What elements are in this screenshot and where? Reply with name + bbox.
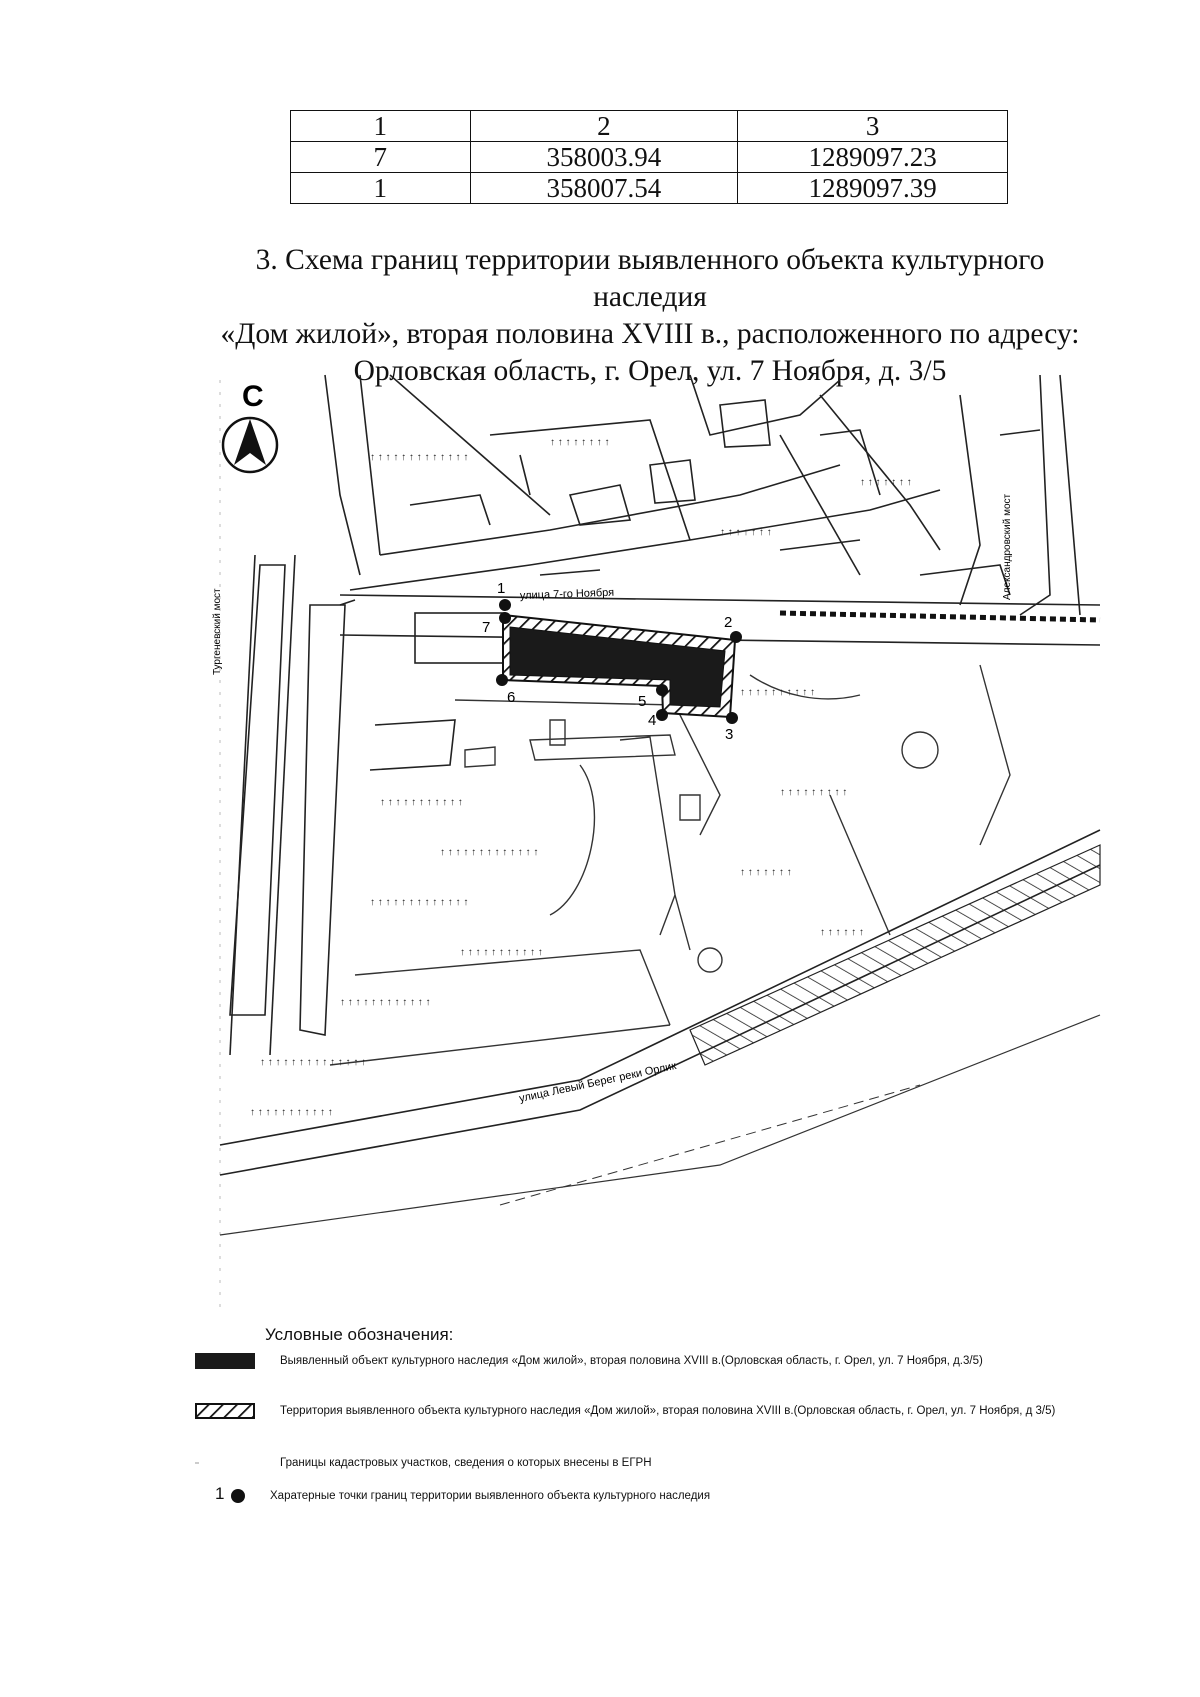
north-arrow-icon: [223, 380, 277, 472]
svg-text:↑ ↑ ↑ ↑ ↑ ↑ ↑: ↑ ↑ ↑ ↑ ↑ ↑ ↑: [860, 477, 912, 488]
point-marker: [496, 674, 508, 686]
svg-text:↑ ↑ ↑ ↑ ↑ ↑ ↑ ↑ ↑ ↑ ↑: ↑ ↑ ↑ ↑ ↑ ↑ ↑ ↑ ↑ ↑ ↑ ↑: [340, 997, 431, 1008]
table-header-cell: 2: [470, 111, 738, 142]
point-marker: [726, 712, 738, 724]
table-row: [291, 173, 1008, 204]
legend-text: Территория выявленного объекта культурного наследия «Дом жилой», вторая половина XVIII в.(Орловская область, г. Орел, ул. 7 Ноября, д 3/5): [280, 1405, 1056, 1417]
street-label-left-bank: улица Левый Берег реки Орлик: [518, 1059, 678, 1105]
boundary-map: [212, 375, 1100, 1320]
table-header-row: [291, 111, 1008, 142]
north-label: С: [242, 380, 264, 413]
table-header-cell: 3: [738, 111, 1008, 142]
svg-text:↑ ↑ ↑ ↑ ↑ ↑ ↑: ↑ ↑ ↑ ↑ ↑ ↑ ↑: [740, 867, 792, 878]
hatch-fill-icon: [195, 1403, 255, 1419]
svg-text:↑ ↑ ↑ ↑ ↑ ↑ ↑: ↑ ↑ ↑ ↑ ↑ ↑ ↑: [720, 527, 772, 538]
x-coordinate-cell: 358003.94: [470, 142, 738, 173]
point-label: 6: [507, 689, 516, 706]
heading-line: Орловская область, г. Орел, ул. 7 Ноября, д. 3/5: [353, 355, 947, 387]
svg-text:↑ ↑ ↑ ↑ ↑ ↑: ↑ ↑ ↑ ↑ ↑ ↑: [820, 927, 864, 938]
svg-text:↑ ↑ ↑ ↑ ↑ ↑ ↑ ↑ ↑ ↑ ↑ ↑: ↑ ↑ ↑ ↑ ↑ ↑ ↑ ↑ ↑ ↑ ↑ ↑ ↑: [370, 897, 469, 908]
street-label-7-noyabrya: улица 7-го Ноября: [519, 586, 615, 602]
svg-text:↑ ↑ ↑ ↑ ↑ ↑ ↑ ↑ ↑ ↑ ↑: ↑ ↑ ↑ ↑ ↑ ↑ ↑ ↑ ↑ ↑ ↑: [460, 947, 543, 958]
coordinates-table: [290, 110, 1008, 204]
point-label: 1: [497, 580, 506, 597]
svg-text:↑ ↑ ↑ ↑ ↑ ↑ ↑ ↑ ↑: ↑ ↑ ↑ ↑ ↑ ↑ ↑ ↑ ↑: [780, 787, 848, 798]
svg-text:↑ ↑ ↑ ↑ ↑ ↑ ↑ ↑ ↑ ↑: ↑ ↑ ↑ ↑ ↑ ↑ ↑ ↑ ↑ ↑: [740, 687, 816, 698]
point-number-cell: 1: [291, 173, 471, 204]
street-label-turgenev-bridge: Тургеневский мост: [212, 588, 223, 675]
heading-line: 3. Схема границ территории выявленного объекта культурного наследия: [255, 244, 1045, 313]
cadastral-boundary-icon: [195, 1455, 255, 1471]
table-header-cell: 1: [291, 111, 471, 142]
point-label: 2: [724, 614, 733, 631]
svg-text:↑ ↑ ↑ ↑ ↑ ↑ ↑ ↑ ↑ ↑ ↑ ↑: ↑ ↑ ↑ ↑ ↑ ↑ ↑ ↑ ↑ ↑ ↑ ↑ ↑: [440, 847, 539, 858]
north-district: [325, 375, 1080, 615]
legend-title: Условные обозначения:: [265, 1325, 454, 1344]
y-coordinate-cell: 1289097.39: [738, 173, 1008, 204]
svg-text:↑ ↑ ↑ ↑ ↑ ↑ ↑ ↑ ↑ ↑ ↑: ↑ ↑ ↑ ↑ ↑ ↑ ↑ ↑ ↑ ↑ ↑: [380, 797, 463, 808]
point-marker: [730, 631, 742, 643]
central-grounds: [330, 665, 1010, 1065]
point-label: 5: [638, 693, 647, 710]
heading-line: «Дом жилой», вторая половина XVIII в., расположенного по адресу:: [220, 318, 1080, 350]
solid-fill-icon: [195, 1353, 255, 1369]
street-label-alexandrovsky-bridge: Александровский мост: [1002, 493, 1013, 600]
point-number-cell: 7: [291, 142, 471, 173]
y-coordinate-cell: 1289097.23: [738, 142, 1008, 173]
legend-text: Харатерные точки границ территории выявленного объекта культурного наследия: [270, 1490, 711, 1502]
street-7-noyabrya: [340, 587, 1100, 645]
left-bank-street: [220, 830, 1100, 1235]
point-marker: [499, 599, 511, 611]
point-label: 3: [725, 726, 734, 743]
section-heading: [200, 242, 1100, 390]
point-marker-icon: [230, 1488, 246, 1504]
point-label: 7: [482, 619, 491, 636]
neighbor-building: [415, 613, 505, 663]
table-row: [291, 142, 1008, 173]
point-label: 4: [648, 712, 657, 729]
point-marker: [656, 684, 668, 696]
point-marker: [499, 612, 511, 624]
legend-point-number: 1: [215, 1484, 225, 1503]
legend-text: Выявленный объект культурного наследия «Дом жилой», вторая половина XVIII в.(Орловская область, г. Орел, ул. 7 Ноября, д.3/5): [280, 1355, 983, 1367]
svg-text:↑ ↑ ↑ ↑ ↑ ↑ ↑ ↑ ↑ ↑ ↑: ↑ ↑ ↑ ↑ ↑ ↑ ↑ ↑ ↑ ↑ ↑: [250, 1107, 333, 1118]
legend-text: Границы кадастровых участков, сведения о которых внесены в ЕГРН: [280, 1457, 652, 1469]
svg-text:↑ ↑ ↑ ↑ ↑ ↑ ↑ ↑ ↑ ↑ ↑: ↑ ↑ ↑ ↑ ↑ ↑ ↑ ↑ ↑ ↑ ↑ ↑ ↑: [370, 452, 469, 463]
map-svg: [212, 375, 1100, 1320]
svg-text:↑ ↑ ↑ ↑ ↑ ↑ ↑ ↑: ↑ ↑ ↑ ↑ ↑ ↑ ↑ ↑: [550, 437, 610, 448]
x-coordinate-cell: 358007.54: [470, 173, 738, 204]
svg-text:↑ ↑ ↑ ↑ ↑ ↑ ↑ ↑ ↑ ↑ ↑ ↑: ↑ ↑ ↑ ↑ ↑ ↑ ↑ ↑ ↑ ↑ ↑ ↑ ↑ ↑: [260, 1057, 367, 1068]
point-marker: [656, 709, 668, 721]
